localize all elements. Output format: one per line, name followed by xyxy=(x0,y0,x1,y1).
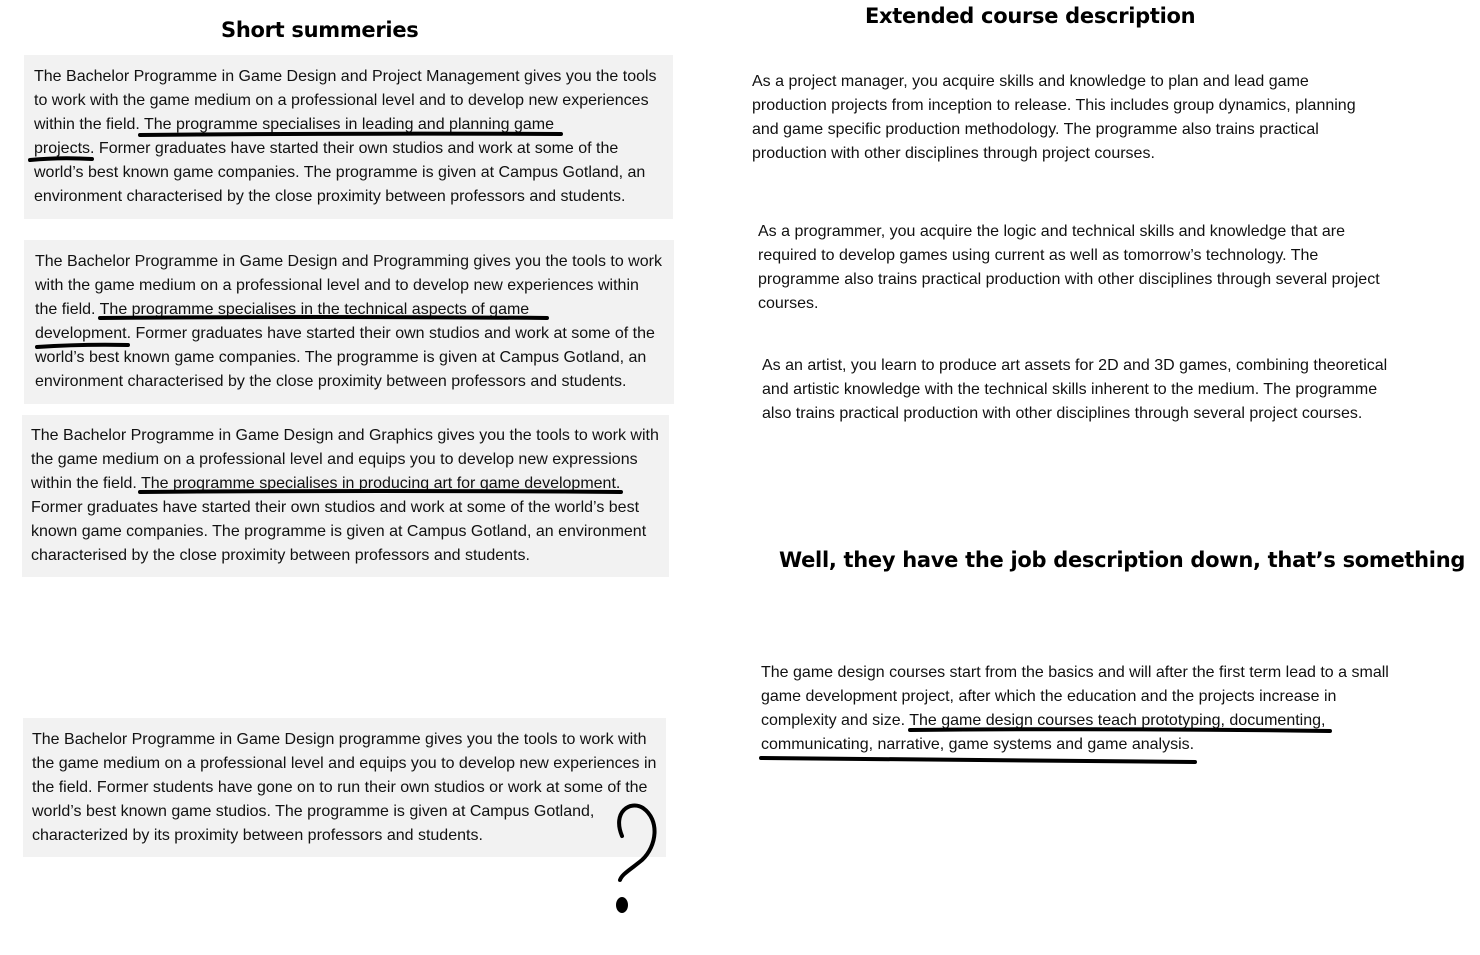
summary-line: world’s best known game companies. The programme is given at Campus Gotland, an xyxy=(35,349,647,366)
extended-line: As a programmer, you acquire the logic and technical skills and knowledge that are xyxy=(758,223,1345,240)
summary-line: within the field. The programme specialises in producing art for game development. xyxy=(31,475,621,492)
summary-text-programming xyxy=(35,250,670,394)
summary-line: the field. Former students have gone on to run their own studios or work at some of the xyxy=(32,779,648,796)
comment-heading: Well, they have the job description down, that’s something xyxy=(779,548,1466,572)
extended-line: communicating, narrative, game systems and game analysis. xyxy=(761,736,1195,753)
summary-line: environment characterised by the close proximity between professors and students. xyxy=(34,188,626,205)
extended-description-heading: Extended course description xyxy=(865,4,1196,28)
extended-text-artist xyxy=(762,354,1422,426)
extended-line: The game design courses start from the basics and will after the first term lead to a small xyxy=(761,664,1389,681)
summary-line: world’s best known game studios. The programme is given at Campus Gotland, xyxy=(32,803,595,820)
summary-line: with the game medium on a professional level and to develop new experiences within xyxy=(35,277,639,294)
summary-line: within the field. The programme specialises in leading and planning game xyxy=(34,116,555,133)
extended-line: and artistic knowledge with the technical skills inherent to the medium. The programme xyxy=(762,381,1378,398)
extended-line: As an artist, you learn to produce art assets for 2D and 3D games, combining theoretical xyxy=(762,357,1388,374)
extended-line: courses. xyxy=(758,295,819,312)
summary-line: The Bachelor Programme in Game Design and Project Management gives you the tools xyxy=(34,68,657,85)
extended-line: production projects from inception to release. This includes group dynamics, planning xyxy=(752,97,1356,114)
summary-line: the field. The programme specialises in the technical aspects of game xyxy=(35,301,530,318)
extended-line: As a project manager, you acquire skills and knowledge to plan and lead game xyxy=(752,73,1309,90)
summary-line: environment characterised by the close proximity between professors and students. xyxy=(35,373,627,390)
summary-line: world’s best known game companies. The programme is given at Campus Gotland, an xyxy=(34,164,646,181)
summary-line: The Bachelor Programme in Game Design and Graphics gives you the tools to work with xyxy=(31,427,659,444)
extended-line: also trains practical production with other disciplines through several project courses. xyxy=(762,405,1363,422)
extended-line: required to develop games using current as well as tomorrow’s technology. The xyxy=(758,247,1319,264)
summary-line: to work with the game medium on a professional level and to develop new experiences xyxy=(34,92,649,109)
summary-line: Former graduates have started their own studios and work at some of the world’s best xyxy=(31,499,640,516)
extended-line: production with other disciplines through project courses. xyxy=(752,145,1155,162)
summary-text-graphics xyxy=(31,424,666,568)
summary-text-game-design xyxy=(32,728,664,848)
extended-text-game-design xyxy=(761,661,1421,757)
extended-line: programme also trains practical production with other disciplines through several project xyxy=(758,271,1380,288)
summary-line: characterised by the close proximity between professors and students. xyxy=(31,547,530,564)
summary-line: the game medium on a professional level and equips you to develop new expressions xyxy=(31,451,638,468)
summary-line: The Bachelor Programme in Game Design programme gives you the tools to work with xyxy=(32,731,647,748)
summary-text-project-management xyxy=(34,65,669,209)
extended-line: complexity and size. The game design courses teach prototyping, documenting, xyxy=(761,712,1326,729)
extended-text-project-manager xyxy=(752,70,1412,166)
summary-line: characterized by its proximity between professors and students. xyxy=(32,827,483,844)
extended-line: game development project, after which the education and the projects increase in xyxy=(761,688,1337,705)
extended-text-programmer xyxy=(758,220,1418,316)
summary-line: development. Former graduates have started their own studios and work at some of the xyxy=(35,325,655,342)
underline-gd-2 xyxy=(761,758,1195,762)
short-summaries-heading: Short summeries xyxy=(221,18,419,42)
summary-line: known game companies. The programme is given at Campus Gotland, an environment xyxy=(31,523,647,540)
summary-line: projects. Former graduates have started their own studios and work at some of the xyxy=(34,140,619,157)
summary-line: The Bachelor Programme in Game Design and Programming gives you the tools to work xyxy=(35,253,662,270)
summary-line: the game medium on a professional level and equips you to develop new experiences in xyxy=(32,755,657,772)
extended-line: and game specific production methodology. The programme also trains practical xyxy=(752,121,1319,138)
